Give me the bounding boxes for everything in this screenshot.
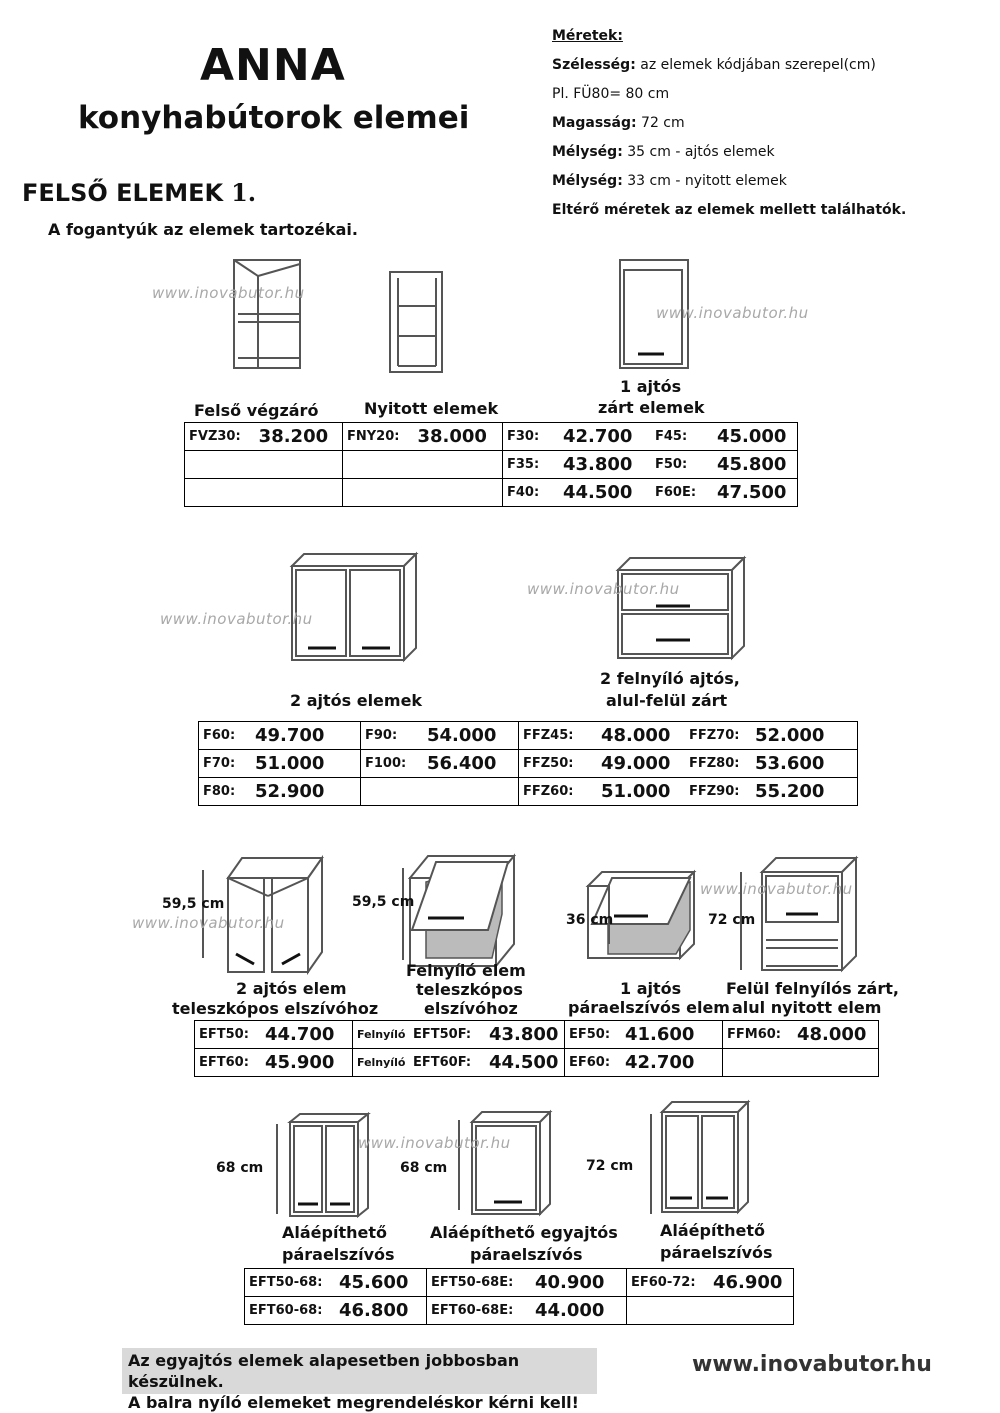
- code: FFZ90:: [689, 784, 740, 799]
- width-value: az elemek kódjában szerepel(cm): [635, 57, 876, 73]
- handles-note: A fogantyúk az elemek tartozékai.: [48, 220, 358, 239]
- dimension-label: 59,5 cm: [352, 894, 415, 910]
- closed-cabinet-label-1: 1 ajtós: [620, 377, 682, 396]
- height-line: [552, 109, 906, 138]
- code: F60E:: [655, 485, 697, 500]
- built-in-two-door-label-1: Aláépíthető: [282, 1223, 387, 1242]
- watermark-text: www.inovabutor.hu: [527, 580, 680, 598]
- price: 45.600: [339, 1272, 409, 1293]
- lift-open-cabinet-image: [760, 856, 858, 972]
- code: F100:: [365, 756, 407, 771]
- one-door-hood-label-1: 1 ajtós: [620, 979, 682, 998]
- price: 43.800: [489, 1024, 559, 1045]
- code: F50:: [655, 457, 688, 472]
- price: 47.500: [717, 482, 787, 503]
- two-door-cabinet-image: [290, 552, 418, 662]
- price: 38.000: [417, 426, 487, 447]
- code: EF50:: [569, 1027, 611, 1042]
- closed-cabinet-label-2: zárt elemek: [598, 398, 705, 417]
- price: 55.200: [755, 781, 825, 802]
- code: EF60:: [569, 1055, 611, 1070]
- telescopic-lift-label-3: elszívóhoz: [424, 999, 518, 1018]
- dimensions-block: [552, 22, 906, 225]
- price: 44.500: [563, 482, 633, 503]
- watermark-text: www.inovabutor.hu: [700, 880, 853, 898]
- price-table-row4: [244, 1268, 794, 1325]
- code: F45:: [655, 429, 688, 444]
- price: 49.700: [255, 725, 325, 746]
- dimension-label: 59,5 cm: [162, 896, 225, 912]
- price: 48.000: [797, 1024, 867, 1045]
- footer-note-line-1: Az egyajtós elemek alapesetben jobbosban készülnek.: [128, 1351, 520, 1391]
- code: F60:: [203, 728, 236, 743]
- code: FNY20:: [347, 429, 400, 444]
- price: 41.600: [625, 1024, 695, 1045]
- price: 46.800: [339, 1300, 409, 1321]
- depth-doors-line: [552, 138, 906, 167]
- built-in-tall-label-1: Aláépíthető: [660, 1221, 765, 1240]
- width-line: [552, 51, 906, 80]
- watermark-text: www.inovabutor.hu: [160, 610, 313, 628]
- built-in-one-door-image: [470, 1110, 552, 1216]
- code: EFT50-68E:: [431, 1275, 514, 1290]
- price: 48.000: [601, 725, 671, 746]
- end-cabinet-image: [220, 258, 310, 370]
- price: 51.000: [255, 753, 325, 774]
- dimension-label: 68 cm: [400, 1160, 448, 1176]
- example-line: Pl. FÜ80= 80 cm: [552, 86, 670, 102]
- footer-note: [122, 1348, 597, 1412]
- code-prefix: Felnyíló: [357, 1028, 406, 1041]
- dimension-label: 68 cm: [216, 1160, 264, 1176]
- lift-door-label-1: 2 felnyíló ajtós,: [600, 669, 740, 688]
- code: FFZ45:: [523, 728, 574, 743]
- price: 42.700: [563, 426, 633, 447]
- page-subtitle: konyhabútorok elemei: [78, 100, 470, 136]
- open-cabinet-image: [388, 270, 446, 374]
- page-title: ANNA: [200, 40, 346, 91]
- code: F35:: [507, 457, 540, 472]
- built-in-two-door-image: [288, 1112, 370, 1218]
- code: FVZ30:: [189, 429, 241, 444]
- built-in-one-door-label-2: páraelszívós: [470, 1245, 583, 1264]
- end-cabinet-label: Felső végzáró: [194, 401, 319, 420]
- depth-open-line: [552, 167, 906, 196]
- footer-website-link[interactable]: www.inovabutor.hu: [692, 1352, 932, 1377]
- code: EFT50:: [199, 1027, 249, 1042]
- dimension-label: 72 cm: [586, 1158, 634, 1174]
- code: F30:: [507, 429, 540, 444]
- built-in-tall-label-2: páraelszívós: [660, 1243, 773, 1262]
- code: EFT60:: [199, 1055, 249, 1070]
- section-title: [22, 178, 256, 207]
- price: 46.900: [713, 1272, 783, 1293]
- dimension-label: 36 cm: [566, 912, 614, 928]
- price-table-row1: [184, 422, 798, 507]
- height-marker: [396, 868, 410, 960]
- depth-label: Mélység:: [552, 173, 623, 189]
- code: FFZ70:: [689, 728, 740, 743]
- price: 45.000: [717, 426, 787, 447]
- code: F40:: [507, 485, 540, 500]
- lift-open-label-1: Felül felnyílós zárt,: [726, 979, 899, 998]
- depth-open-value: 33 cm - nyitott elemek: [622, 173, 787, 189]
- built-in-two-door-label-2: páraelszívós: [282, 1245, 395, 1264]
- price: 52.900: [255, 781, 325, 802]
- price-table-row3: [194, 1020, 879, 1077]
- price: 51.000: [601, 781, 671, 802]
- watermark-text: www.inovabutor.hu: [656, 304, 809, 322]
- price: 38.200: [258, 426, 329, 447]
- watermark-text: www.inovabutor.hu: [358, 1134, 511, 1152]
- height-label: Magasság:: [552, 115, 637, 131]
- different-dims-note: Eltérő méretek az elemek mellett találhatók.: [552, 202, 907, 218]
- width-label: Szélesség:: [552, 57, 636, 73]
- code-prefix: Felnyíló: [357, 1056, 406, 1069]
- depth-doors-value: 35 cm - ajtós elemek: [622, 144, 775, 160]
- code: EF60-72:: [631, 1275, 696, 1290]
- watermark-text: www.inovabutor.hu: [152, 284, 305, 302]
- watermark-text: www.inovabutor.hu: [132, 914, 285, 932]
- telescopic-lift-image: [406, 854, 518, 968]
- telescopic-lift-label-2: teleszkópos: [416, 980, 523, 999]
- code: FFZ60:: [523, 784, 574, 799]
- two-door-label: 2 ajtós elemek: [290, 691, 423, 710]
- telescopic-two-door-label-1: 2 ajtós elem: [236, 979, 347, 998]
- price: 45.800: [717, 454, 787, 475]
- built-in-tall-image: [660, 1100, 750, 1214]
- code: EFT60F:: [413, 1055, 472, 1070]
- code: EFT60-68E:: [431, 1303, 514, 1318]
- telescopic-two-door-label-2: teleszkópos elszívóhoz: [172, 999, 379, 1018]
- telescopic-lift-label-1: Felnyíló elem: [406, 961, 526, 980]
- code: FFZ50:: [523, 756, 574, 771]
- price: 44.700: [265, 1024, 335, 1045]
- lift-open-label-2: alul nyitott elem: [732, 998, 882, 1017]
- price: 44.500: [489, 1052, 559, 1073]
- price: 40.900: [535, 1272, 605, 1293]
- open-cabinet-label: Nyitott elemek: [364, 399, 499, 418]
- code: FFZ80:: [689, 756, 740, 771]
- one-door-hood-label-2: páraelszívós elem: [568, 998, 730, 1017]
- height-marker: [644, 1114, 658, 1214]
- lift-door-label-2: alul-felül zárt: [606, 691, 728, 710]
- height-marker: [270, 1124, 284, 1214]
- section-label: FELSŐ ELEMEK: [22, 179, 224, 207]
- code: EFT50-68:: [249, 1275, 323, 1290]
- price: 49.000: [601, 753, 671, 774]
- built-in-one-door-label-1: Aláépíthető egyajtós: [430, 1223, 618, 1242]
- dimensions-heading: Méretek:: [552, 28, 623, 44]
- price-table-row2: [198, 721, 858, 806]
- section-number: 1.: [231, 178, 257, 207]
- code: EFT50F:: [413, 1027, 472, 1042]
- price: 53.600: [755, 753, 825, 774]
- code: F70:: [203, 756, 236, 771]
- footer-note-line-2: A balra nyíló elemeket megrendeléskor kérni kell!: [128, 1393, 579, 1412]
- price: 43.800: [563, 454, 633, 475]
- price: 56.400: [427, 753, 497, 774]
- code: FFM60:: [727, 1027, 781, 1042]
- depth-label: Mélység:: [552, 144, 623, 160]
- price: 45.900: [265, 1052, 335, 1073]
- lift-door-cabinet-image: [616, 556, 746, 660]
- price: 54.000: [427, 725, 497, 746]
- height-value: 72 cm: [636, 115, 685, 131]
- price: 42.700: [625, 1052, 695, 1073]
- code: F90:: [365, 728, 398, 743]
- price: 52.000: [755, 725, 825, 746]
- code: EFT60-68:: [249, 1303, 323, 1318]
- price: 44.000: [535, 1300, 605, 1321]
- code: F80:: [203, 784, 236, 799]
- dimension-label: 72 cm: [708, 912, 756, 928]
